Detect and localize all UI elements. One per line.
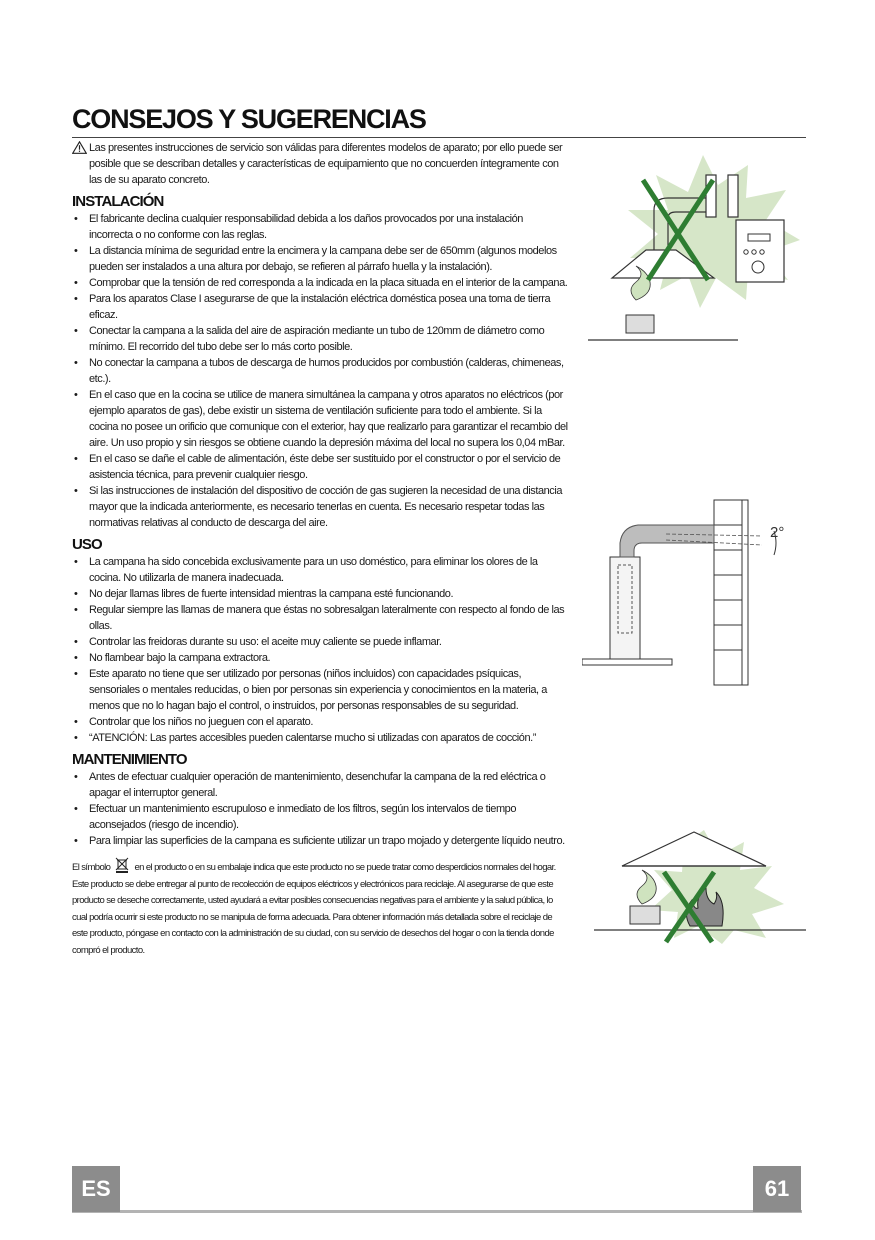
list-item: • No conectar la campana a tubos de descarga de humos producidos por combustión (calderas, chimeneas, etc.). xyxy=(72,355,568,387)
crossed-bin-icon xyxy=(115,857,129,873)
list-item: • Si las instrucciones de instalación del dispositivo de cocción de gas sugieren la necesidad de una distancia mayor que la indicada anteriormente, es necesario tenerlas en cuenta. Es necesario respetar todas las normativas relativas al conducto de descarga del aire. xyxy=(72,483,568,531)
language-badge: ES xyxy=(72,1166,120,1212)
list-item: • Controlar que los niños no jueguen con el aparato. xyxy=(72,714,568,730)
list-item: • Regular siempre las llamas de manera que éstas no sobresalgan lateralmente con respecto al fondo de las ollas. xyxy=(72,602,568,634)
list-item: • Conectar la campana a la salida del aire de aspiración mediante un tubo de 120mm de diámetro como mínimo. El recorrido del tubo debe ser lo más corto posible. xyxy=(72,323,568,355)
list-item: • La campana ha sido concebida exclusivamente para un uso doméstico, para eliminar los olores de la cocina. No utilizarla de manera inadecuada. xyxy=(72,554,568,586)
installation-heading: INSTALACIÓN xyxy=(72,193,164,210)
weee-disposal-notice xyxy=(72,857,568,959)
intro-text: Las presentes instrucciones de servicio son válidas para diferentes modelos de aparato; por ello puede ser posible que se describan detalles y características de equipamiento que no concuerden íntegramente con las de su aparato concreto. xyxy=(89,142,563,186)
list-item: • Este aparato no tiene que ser utilizado por personas (niños incluidos) con capacidades psíquicas, sensoriales o mentales reducidas, o bien por personas sin experiencia y conocimientos en la materia, a menos que no lo hagan bajo el control, o instruidos, por personas responsables de su seguridad. xyxy=(72,666,568,714)
installation-list xyxy=(72,211,568,531)
weee-text-end: en el producto o en su embalaje indica que este producto no se puede tratar como desperdicios normales del hogar. Este producto se debe entregar al punto de recolección de equipos eléctricos y electrónicos para reciclaje. Al asegurarse de que este producto se deseche correctamente, usted ayudará a evitar posibles consecuencias negativas para el ambiente y la salud pública, lo cual podría ocurrir si este producto no se manipula de forma adecuada. Para obtener información más detallada sobre el reciclaje de este producto, póngase en contacto con la administración de su ciudad, con su servicio de desechos del hogar o con la tienda donde compró el producto. xyxy=(72,862,556,956)
intro-paragraph xyxy=(72,140,568,188)
use-heading: USO xyxy=(72,536,102,553)
page-title: CONSEJOS Y SUGERENCIAS xyxy=(72,104,426,134)
pot xyxy=(630,906,660,924)
list-item: • Para los aparatos Clase I asegurarse de que la instalación eléctrica doméstica posea una toma de tierra eficaz. xyxy=(72,291,568,323)
list-item: • En el caso que en la cocina se utilice de manera simultánea la campana y otros aparatos no eléctricos (por ejemplo aparatos de gas), debe existir un sistema de ventilación suficiente para todo el ambiente. Si la cocina no posee un orificio que comunique con el exterior, hay que realizarlo para garantizar el recambio del aire. Un uso propio y sin riesgos se obtiene cuando la depresión máxima del local no supera los 0,04 mBar. xyxy=(72,387,568,451)
list-item: • En el caso se dañe el cable de alimentación, éste debe ser sustituido por el constructor o por el servicio de asistencia técnica, para prevenir cualquier riesgo. xyxy=(72,451,568,483)
list-item: • Antes de efectuar cualquier operación de mantenimiento, desenchufar la campana de la red eléctrica o apagar el interruptor general. xyxy=(72,769,568,801)
maintenance-list xyxy=(72,769,568,849)
maintenance-heading: MANTENIMIENTO xyxy=(72,751,187,768)
use-list xyxy=(72,554,568,746)
list-item: • No flambear bajo la campana extractora. xyxy=(72,650,568,666)
hood-chimney xyxy=(610,557,640,663)
duct-slope-illustration xyxy=(582,495,802,690)
brick-wall xyxy=(714,500,742,685)
hood-canopy xyxy=(582,659,672,665)
list-item: • La distancia mínima de seguridad entre la encimera y la campana debe ser de 650mm (algunos modelos pueden ser instalados a una altura por debajo, se refieren al párrafo huella y la instalación). xyxy=(72,243,568,275)
title-divider xyxy=(72,137,806,138)
list-item: • Para limpiar las superficies de la campana es suficiente utilizar un trapo mojado y detergente líquido neutro. xyxy=(72,833,568,849)
list-item: • Controlar las freidoras durante su uso: el aceite muy caliente se puede inflamar. xyxy=(72,634,568,650)
footer-divider xyxy=(72,1210,802,1213)
hood-no-combustion-illustration xyxy=(588,150,806,345)
list-item: • “ATENCIÓN: Las partes accesibles pueden calentarse mucho si utilizadas con aparatos de cocción.” xyxy=(72,730,568,746)
list-item: • Comprobar que la tensión de red corresponda a la indicada en la placa situada en el interior de la campana. xyxy=(72,275,568,291)
list-item: • El fabricante declina cualquier responsabilidad debida a los daños provocados por una instalación incorrecta o no conforme con las reglas. xyxy=(72,211,568,243)
no-flames-illustration xyxy=(594,826,806,944)
duct-angle-label: 2° xyxy=(770,524,785,541)
pot xyxy=(626,315,654,333)
list-item: • Efectuar un mantenimiento escrupuloso e inmediato de los filtros, según los intervalos de tiempo aconsejados (riesgo de incendio). xyxy=(72,801,568,833)
weee-text-start: El símbolo xyxy=(72,862,111,873)
warning-icon xyxy=(72,141,87,154)
list-item: • No dejar llamas libres de fuerte intensidad mientras la campana esté funcionando. xyxy=(72,586,568,602)
page-number: 61 xyxy=(753,1166,801,1212)
main-content xyxy=(72,140,568,959)
